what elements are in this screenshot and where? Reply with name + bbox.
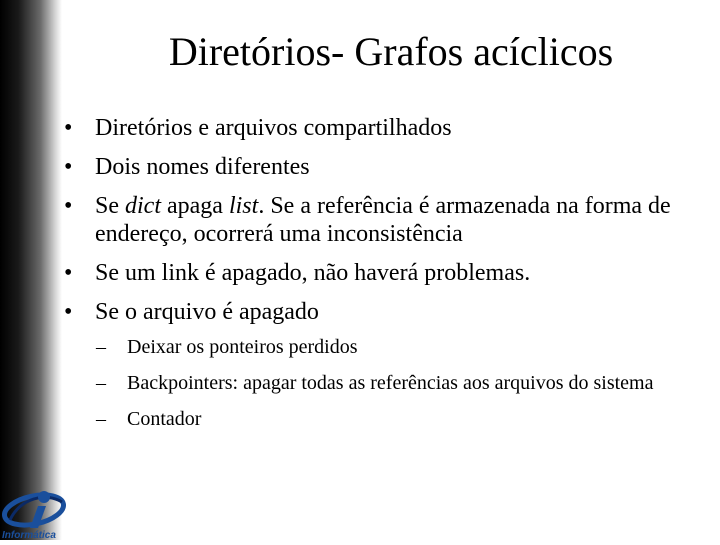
bullet-marker: • (64, 260, 73, 286)
bullet-marker: • (64, 193, 73, 219)
text-segment: . Se a referência é armazenada na forma de endereço, ocorrerá uma inconsistência (95, 193, 671, 247)
bullet-text: Dois nomes diferentes (95, 154, 310, 180)
sub-bullet-item (64, 372, 704, 394)
bullet-item (64, 153, 704, 181)
sub-bullet-text: Contador (127, 408, 202, 430)
dash-marker: – (96, 336, 106, 358)
bullet-list (64, 114, 704, 444)
italic-term: list (228, 193, 259, 219)
bullet-item (64, 259, 704, 287)
dash-marker: – (96, 408, 106, 430)
bullet-text: Diretórios e arquivos compartilhados (95, 115, 452, 141)
left-gradient-bar (0, 0, 62, 540)
dash-marker: – (96, 372, 106, 394)
logo-graphic (0, 488, 72, 540)
bullet-marker: • (64, 115, 73, 141)
bullet-marker: • (64, 299, 73, 325)
sub-bullet-list (64, 336, 704, 430)
text-segment: apaga (161, 193, 229, 219)
sub-bullet-text: Backpointers: apagar todas as referências aos arquivos do sistema (127, 372, 654, 394)
informatica-logo (0, 488, 72, 540)
bullet-text (95, 193, 671, 247)
sub-bullet-item (64, 336, 704, 358)
logo-text: Informática (2, 530, 56, 540)
bullet-item (64, 192, 704, 248)
slide-title: Diretórios- Grafos acíclicos (168, 29, 614, 74)
text-segment: Se (95, 193, 125, 219)
bullet-marker: • (64, 154, 73, 180)
sub-bullet-text: Deixar os ponteiros perdidos (127, 336, 358, 358)
bullet-item (64, 298, 704, 430)
bullet-text: Se o arquivo é apagado (95, 299, 319, 325)
bullet-item (64, 114, 704, 142)
italic-term: dict (125, 193, 161, 219)
bullet-text: Se um link é apagado, não haverá problemas. (95, 260, 531, 286)
sub-bullet-item (64, 408, 704, 430)
